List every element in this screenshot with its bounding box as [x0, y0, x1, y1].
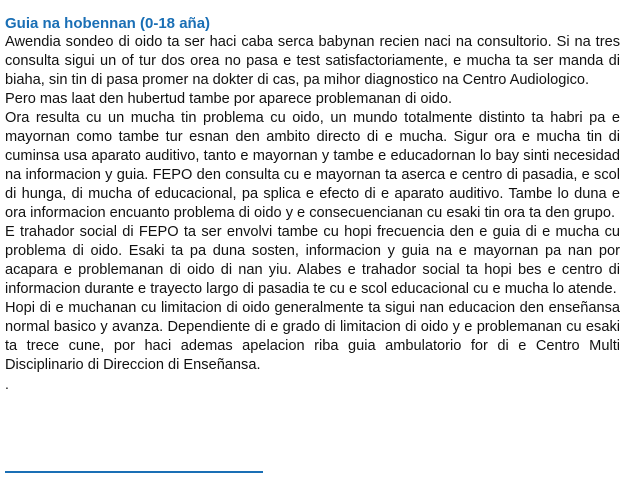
section-heading: Guia na hobennan (0-18 aña) [5, 15, 211, 32]
paragraph-youth-problems: Pero mas laat den hubertud tambe por aparece problemanan di oido. [5, 91, 453, 107]
document-page [5, 14, 620, 394]
footer-divider-line [5, 471, 263, 473]
paragraph-education: Hopi di e muchanan cu limitacion di oido generalmente ta sigui nan educacion den enseñansa normal basico y avanza. Dependiente di e grado di limitacion di oido y e problemanan cu esaki ta trece cune, por haci ademas apelacion riba guia ambulatorio for di e Centro Multi Disciplinario di Direccion di Enseñansa. [5, 300, 620, 373]
paragraph-parents-guidance: Ora resulta cu un mucha tin problema cu oido, un mundo totalmente distinto ta habri pa e mayornan como tambe tur esnan den ambito directo di e mucha. Sigur ora e mucha tin di cuminsa usa aparato auditivo, tanto e mayornan y tambe e educadornan lo bay sinti necesidad na informacion y guia. FEPO den consulta cu e mayornan ta aserca e centro di pasadia, e scol di hunga, di mucha of educacional, pa splica e efecto di e aparato auditivo. Tambe lo duna e ora informacion encuanto problema di oido y e consecuencianan cu esaki tin ora ta den grupo. [5, 110, 620, 221]
paragraph-hearing-screening: Awendia sondeo di oido ta ser haci caba serca babynan recien naci na consultorio. Si na tres consulta sigui un of tur dos orea no pasa e test satisfactoriamente, e mucha ta ser manda di biaha, sin tin di pasa promer na dokter di cas, pa mihor diagnostico na Centro Audiologico. [5, 34, 620, 88]
body-text [5, 33, 620, 375]
trailing-dot: . [5, 376, 9, 392]
paragraph-social-worker: E trahador social di FEPO ta ser envolvi tambe cu hopi frecuencia den e guia di e mucha cu problema di oido. Esaki ta pa duna sosten, informacion y guia na e mayornan pa nan por acapara e problemanan di oido di nan yiu. Alabes e trahador social ta hopi bes e centro di informacion durante e trayecto largo di pasadia te cu e scol educacional cu e mucha lo atende. [5, 224, 620, 297]
